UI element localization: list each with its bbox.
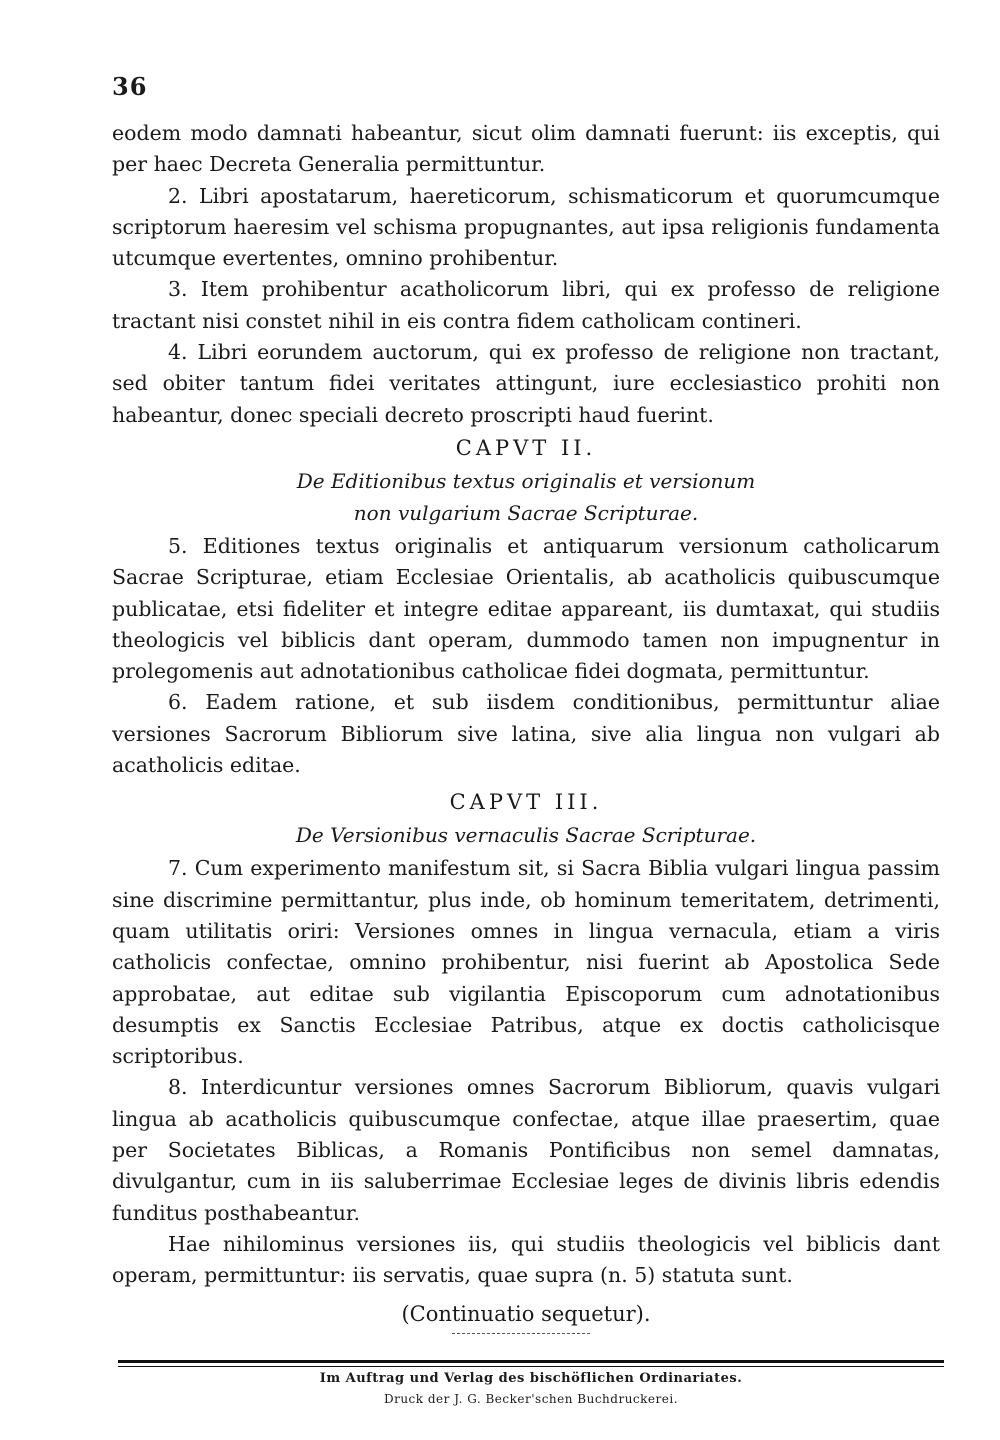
paragraph-3: 3. Item prohibentur acatholicorum libri, qui ex professo de religione tractant nisi constet nihil in eis contra fidem catholicam contineri. [112, 277, 940, 333]
paragraph-6: 6. Eadem ratione, et sub iisdem conditionibus, permittuntur aliae versiones Sacrorum Bibliorum sive latina, sive alia lingua non vulgari ab acatholicis editae. [112, 690, 940, 778]
paragraph-7: 7. Cum experimento manifestum sit, si Sacra Biblia vulgari lingua passim sine discrimine permittantur, plus inde, ob hominum temeritatem, detrimenti, quam utilitatis oriri: Versiones omnes in lingua vernacula, etiam a viris catholicis confectae, omnino prohibentur, nisi fuerint ab Apostolica Sede approbatae, aut editae sub vigilantia Episcoporum cum adnotationibus desumptis ex Sanctis Ecclesiae Patribus, atque ex doctis catholicisque scriptoribus. [112, 856, 940, 1069]
page-number: 36 [112, 72, 148, 101]
paragraph-2: 2. Libri apostatarum, haereticorum, schismaticorum et quorumcumque scriptorum haeresim vel schisma propugnantes, aut ipsa religionis fundamenta utcumque evertentes, omnino prohibentur. [112, 183, 940, 271]
paragraph-8: 8. Interdicuntur versiones omnes Sacrorum Bibliorum, quavis vulgari lingua ab acatholicis quibuscumque confectae, atque illae praesertim, quae per Societates Biblicas, a Romanis Pontificibus non semel damnatas, divulgantur, cum in iis saluberrimae Ecclesiae leges de divinis libris edendis funditus posthabeantur. [112, 1075, 940, 1225]
chapter-2-subtitle-line1: De Editionibus textus originalis et versionum [296, 468, 756, 493]
imprint-publisher: Im Auftrag und Verlag des bischöflichen Ordinariates. [319, 1371, 743, 1386]
chapter-3-subtitle: De Versionibus vernaculis Sacrae Scripturae. [295, 823, 757, 848]
paragraph-continued: eodem modo damnati habeantur, sicut olim damnati fuerunt: iis exceptis, qui per haec Decreta Generalia permittuntur. [112, 121, 940, 177]
paragraph-5: 5. Editiones textus originalis et antiquarum versionum catholicarum Sacrae Scripturae, etiam Ecclesiae Orientalis, ab acatholicis quibuscumque publicatae, etsi fideliter et integre editae appareant, iis dumtaxat, qui studiis theologicis vel biblicis dant operam, dummodo tamen non impugnentur in prolegomenis aut adnotationibus catholicae fidei dogmata, permittuntur. [112, 533, 940, 684]
chapter-2-heading: CAPVT II. [455, 435, 597, 460]
footer-rule-thick [118, 1360, 944, 1363]
footer-rule-thin [118, 1366, 944, 1367]
document-body [112, 118, 940, 1332]
continuation-note: (Continuatio sequetur). [401, 1301, 651, 1326]
chapter-2-subtitle [112, 465, 940, 529]
section-divider [452, 1333, 590, 1334]
paragraph-4: 4. Libri eorundem auctorum, qui ex professo de religione non tractant, sed obiter tantum fidei veritates attingunt, iure ecclesiastico prohiti non habeantur, donec speciali decreto proscripti haud fuerint. [112, 340, 940, 427]
chapter-3-heading: CAPVT III. [449, 790, 603, 815]
imprint-printer: Druck der J. G. Becker'schen Buchdruckerei. [383, 1392, 679, 1406]
paragraph-9: Hae nihilominus versiones iis, qui studiis theologicis vel biblicis dant operam, permittuntur: iis servatis, quae supra (n. 5) statuta sunt. [112, 1231, 940, 1288]
chapter-2-subtitle-line2: non vulgarium Sacrae Scripturae. [353, 500, 699, 525]
